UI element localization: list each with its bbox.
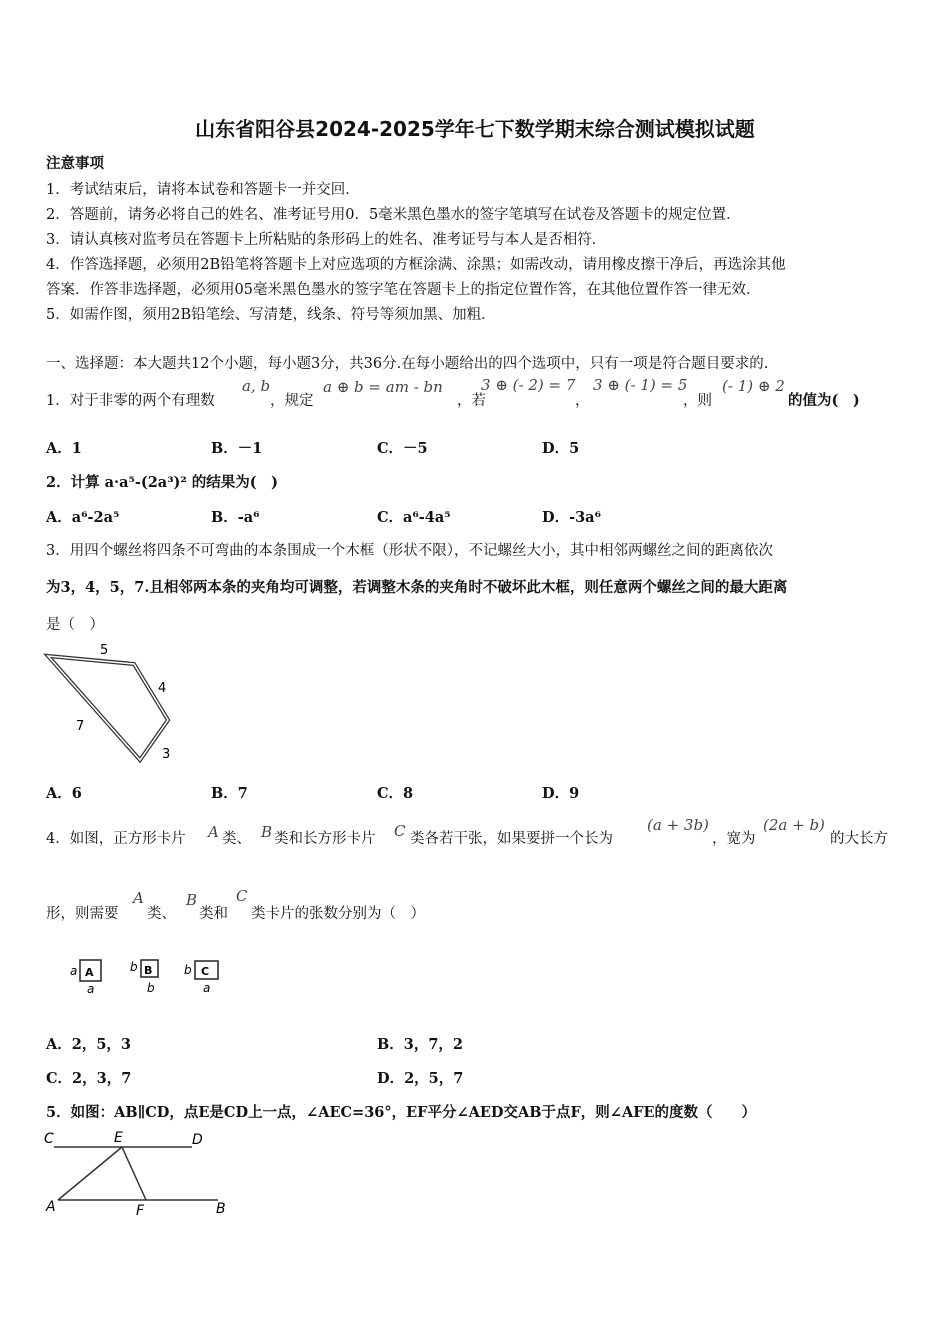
q1-math-cond1: 3 ⊕ (- 2) = 7: [481, 376, 576, 394]
question-4-text-1: 4．如图，正方形卡片: [46, 831, 186, 847]
q3-wooden-frame-figure: [40, 640, 190, 770]
q4-length-expr: (a + 3b): [647, 816, 709, 834]
q4-card-a-symbol: A: [208, 823, 219, 841]
q4-card-a-symbol: A: [133, 889, 144, 907]
note-item: 5．如需作图，须用2B铅笔绘、写清楚，线条、符号等须加黑、加粗．: [46, 307, 496, 323]
note-item: 答案．作答非选择题，必须用05毫米黑色墨水的签字笔在答题卡上的指定位置作答，在其他位置作答一律无效．: [46, 282, 761, 298]
card-c: [184, 961, 218, 995]
q4-card-b-symbol: B: [261, 823, 273, 841]
notes-heading: 注意事项: [46, 155, 104, 172]
q4-card-b-symbol: B: [186, 891, 198, 909]
note-item: 2．答题前，请务必将自己的姓名、准考证号用0．5毫米黑色墨水的签字笔填写在试卷及答题卡的规定位置．: [46, 207, 741, 223]
q4-width-expr: (2a + b): [763, 816, 825, 834]
q4-text-10: 类卡片的张数分别为（ ）: [251, 906, 425, 922]
card-c-label: C: [201, 965, 210, 978]
q2-option-b[interactable]: B．-a⁶: [211, 509, 260, 526]
q1-math-target: (- 1) ⊕ 2: [722, 377, 785, 395]
q4-option-a[interactable]: A．2，5，3: [46, 1036, 132, 1053]
card-b-side: b: [130, 960, 138, 974]
question-3-line: 为3，4，5，7.且相邻两本条的夹角均可调整，若调整木条的夹角时不破坏此木框，则任意两个螺丝之间的最大距离: [46, 579, 788, 596]
point-b-label: B: [216, 1201, 226, 1217]
q4-text-8: 类、: [147, 906, 176, 922]
q1-text-3: ，若: [457, 393, 486, 409]
q4-text-3: 类和长方形卡片: [274, 831, 376, 847]
q1-text-5: ，则: [683, 393, 712, 409]
q1-text-6: 的值为( ): [788, 392, 860, 409]
frame-label-3: 3: [162, 747, 171, 762]
q1-option-d[interactable]: D．5: [542, 440, 580, 457]
q1-text-2: ，规定: [270, 393, 314, 409]
q4-text-7: 形，则需要: [46, 906, 119, 922]
note-item: 3．请认真核对监考员在答题卡上所粘贴的条形码上的姓名、准考证号与本人是否相符．: [46, 232, 607, 248]
q1-option-c[interactable]: C．－5: [377, 440, 428, 457]
q4-text-4: 类各若干张，如果要拼一个长为: [410, 831, 613, 847]
q4-text-5: ，宽为: [712, 831, 756, 847]
card-c-bottom: a: [203, 981, 211, 995]
card-b-bottom: b: [147, 981, 155, 995]
section-heading: 一、选择题：本大题共12个小题，每小题3分，共36分.在每小题给出的四个选项中，只有一项是符合题目要求的.: [46, 356, 769, 372]
q3-option-c[interactable]: C．8: [377, 785, 414, 802]
q3-option-b[interactable]: B．7: [211, 785, 248, 802]
card-a: [70, 960, 101, 996]
frame-outline: [48, 656, 171, 762]
q3-option-a[interactable]: A．6: [46, 785, 82, 802]
q4-text-2: 类、: [222, 831, 251, 847]
question-3-line: 3．用四个螺丝将四条不可弯曲的本条围成一个木框（形状不限），不记螺丝大小，其中相邻两螺丝之间的距离依次: [46, 543, 773, 559]
card-b-label: B: [144, 964, 153, 977]
q4-text-9: 类和: [199, 906, 228, 922]
note-item: 4．作答选择题，必须用2B铅笔将答题卡上对应选项的方框涂满、涂黑；如需改动，请用橡皮擦干净后，再选涂其他: [46, 257, 786, 273]
question-5-text: 5．如图：AB∥CD，点E是CD上一点，∠AEC=36°，EF平分∠AED交AB于点F，则∠AFE的度数（ ）: [46, 1104, 757, 1121]
q4-option-b[interactable]: B．3，7，2: [377, 1036, 464, 1053]
q3-option-d[interactable]: D．9: [542, 785, 580, 802]
q4-option-d[interactable]: D．2，5，7: [377, 1070, 464, 1087]
q2-option-c[interactable]: C．a⁶-4a⁵: [377, 509, 451, 526]
frame-label-4: 4: [158, 681, 167, 696]
card-a-side: a: [70, 964, 78, 978]
q1-math-ab: a, b: [242, 377, 271, 395]
q4-option-c[interactable]: C．2，3，7: [46, 1070, 132, 1087]
point-c-label: C: [44, 1131, 54, 1147]
q1-option-a[interactable]: A．1: [46, 440, 82, 457]
q1-math-cond2: 3 ⊕ (- 1) = 5: [593, 376, 688, 394]
card-b: [130, 960, 158, 995]
point-a-label: A: [46, 1199, 56, 1215]
segment-ea: [58, 1147, 122, 1200]
q1-option-b[interactable]: B．－1: [211, 440, 263, 457]
point-d-label: D: [192, 1132, 203, 1148]
note-item: 1．考试结束后，请将本试卷和答题卡一并交回．: [46, 182, 360, 198]
point-f-label: F: [136, 1203, 145, 1219]
q2-option-d[interactable]: D．-3a⁶: [542, 509, 601, 526]
point-e-label: E: [114, 1130, 123, 1146]
frame-label-5: 5: [100, 643, 109, 658]
question-1-text-1: 1．对于非零的两个有理数: [46, 393, 215, 409]
card-c-side: b: [184, 963, 192, 977]
card-a-label: A: [85, 966, 94, 979]
card-a-bottom: a: [87, 982, 95, 996]
q4-cards-figure: [66, 950, 246, 1000]
q4-card-c-symbol: C: [394, 822, 406, 840]
q4-card-c-symbol: C: [236, 887, 248, 905]
page-title: 山东省阳谷县2024-2025学年七下数学期末综合测试模拟试题: [195, 117, 755, 141]
q4-text-6: 的大长方: [830, 831, 888, 847]
segment-ef: [122, 1147, 146, 1200]
question-3-line: 是（ ）: [46, 617, 104, 633]
q5-parallel-lines-figure: [40, 1125, 240, 1225]
q1-text-4: ，: [575, 393, 590, 409]
frame-label-7: 7: [76, 719, 85, 734]
q2-option-a[interactable]: A．a⁶-2a⁵: [46, 509, 120, 526]
q1-math-def: a ⊕ b = am - bn: [323, 378, 443, 396]
question-2-text: 2．计算 a·a⁵-(2a³)² 的结果为( ): [46, 474, 279, 491]
